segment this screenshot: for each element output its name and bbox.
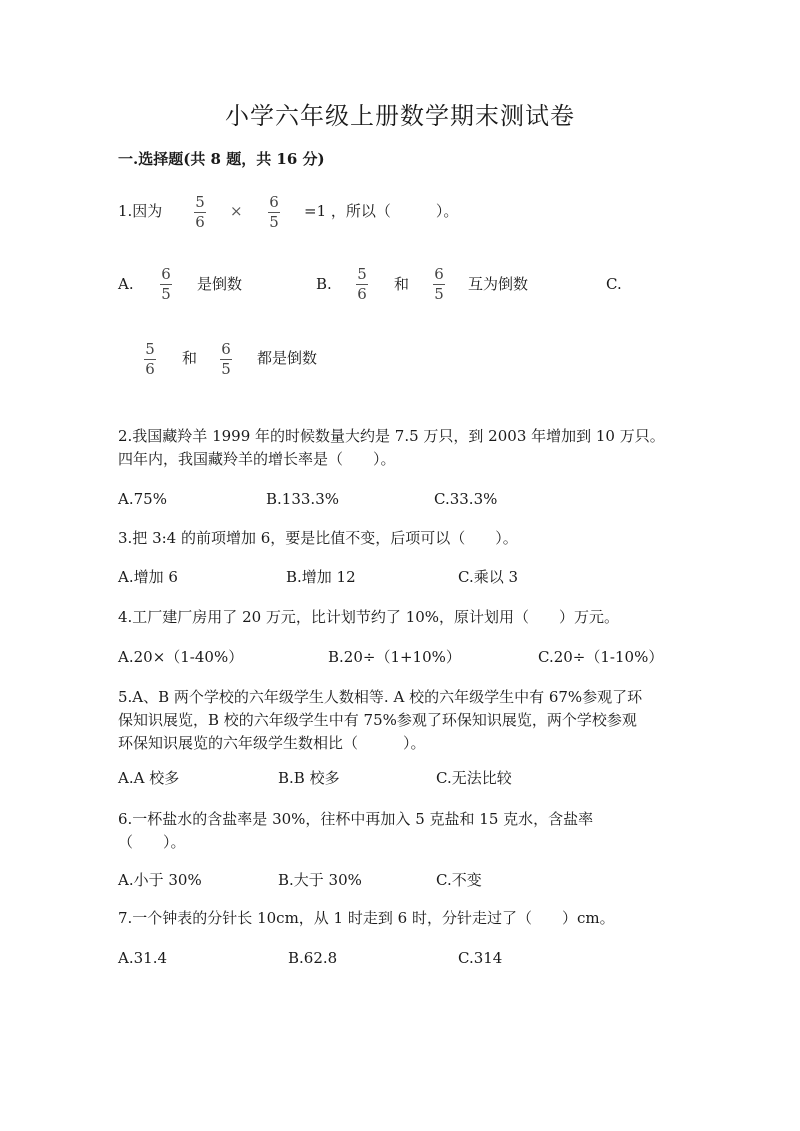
fraction-numerator: 6 bbox=[221, 340, 231, 358]
question-5-line-1: 5.A、B 两个学校的六年级学生人数相等. A 校的六年级学生中有 67%参观了环 bbox=[118, 688, 643, 706]
fraction-numerator: 6 bbox=[161, 265, 171, 283]
section-heading: 一.选择题(共 8 题，共 16 分) bbox=[118, 150, 325, 168]
times-sign: × bbox=[230, 202, 243, 220]
option-a-label: A. bbox=[118, 275, 134, 293]
fraction-denominator: 6 bbox=[195, 213, 205, 231]
question-2-line-2: 四年内，我国藏羚羊的增长率是（ ）。 bbox=[118, 450, 396, 468]
question-4-option-b: B.20÷（1+10%） bbox=[328, 648, 461, 666]
fraction-numerator: 6 bbox=[269, 193, 279, 211]
question-2-line-1: 2.我国藏羚羊 1999 年的时候数量大约是 7.5 万只，到 2003 年增加到 10 万只。 bbox=[118, 427, 665, 445]
question-5-line-3: 环保知识展览的六年级学生数相比（ ）。 bbox=[118, 734, 426, 752]
fraction-denominator: 5 bbox=[269, 213, 279, 231]
question-7-option-a: A.31.4 bbox=[118, 949, 167, 967]
question-7-option-b: B.62.8 bbox=[288, 949, 338, 967]
option-c-fraction-1 bbox=[144, 341, 156, 378]
question-1-prefix: 1.因为 bbox=[118, 202, 163, 220]
fraction-numerator: 5 bbox=[195, 193, 205, 211]
option-a-fraction bbox=[160, 266, 172, 303]
question-6-option-c: C.不变 bbox=[436, 871, 482, 889]
fraction-denominator: 5 bbox=[161, 285, 171, 303]
question-3-option-a: A.增加 6 bbox=[118, 568, 178, 586]
fraction-denominator: 5 bbox=[221, 360, 231, 378]
question-1-suffix: =1 ，所以（ ）。 bbox=[304, 202, 459, 220]
question-7-text: 7.一个钟表的分针长 10cm，从 1 时走到 6 时，分针走过了（ ）cm。 bbox=[118, 909, 615, 927]
question-6-option-b: B.大于 30% bbox=[278, 871, 362, 889]
option-b-conjunction: 和 bbox=[394, 275, 410, 293]
question-2-option-c: C.33.3% bbox=[434, 490, 498, 508]
fraction-5-6 bbox=[194, 194, 206, 231]
fraction-numerator: 6 bbox=[434, 265, 444, 283]
page-title: 小学六年级上册数学期末测试卷 bbox=[225, 102, 575, 130]
fraction-numerator: 5 bbox=[145, 340, 155, 358]
fraction-6-5 bbox=[268, 194, 280, 231]
option-c-conjunction: 和 bbox=[182, 349, 198, 367]
question-6-option-a: A.小于 30% bbox=[118, 871, 202, 889]
fraction-denominator: 5 bbox=[434, 285, 444, 303]
option-b-fraction-2 bbox=[433, 266, 445, 303]
question-2-option-a: A.75% bbox=[118, 490, 167, 508]
question-5-option-b: B.B 校多 bbox=[278, 769, 340, 787]
question-7-option-c: C.314 bbox=[458, 949, 503, 967]
question-3-text: 3.把 3:4 的前项增加 6，要是比值不变，后项可以（ ）。 bbox=[118, 529, 518, 547]
option-a-text: 是倒数 bbox=[197, 275, 243, 293]
question-4-option-c: C.20÷（1-10%） bbox=[538, 648, 664, 666]
question-6-line-1: 6.一杯盐水的含盐率是 30%，往杯中再加入 5 克盐和 15 克水，含盐率 bbox=[118, 810, 594, 828]
question-4-option-a: A.20×（1-40%） bbox=[118, 648, 244, 666]
question-4-text: 4.工厂建厂房用了 20 万元，比计划节约了 10%，原计划用（ ）万元。 bbox=[118, 608, 620, 626]
option-b-text: 互为倒数 bbox=[468, 275, 529, 293]
question-5-line-2: 保知识展览，B 校的六年级学生中有 75%参观了环保知识展览，两个学校参观 bbox=[118, 711, 637, 729]
option-c-text: 都是倒数 bbox=[257, 349, 318, 367]
question-5-option-a: A.A 校多 bbox=[118, 769, 180, 787]
question-3-option-b: B.增加 12 bbox=[286, 568, 356, 586]
option-c-label: C. bbox=[606, 275, 622, 293]
option-c-fraction-2 bbox=[220, 341, 232, 378]
question-3-option-c: C.乘以 3 bbox=[458, 568, 519, 586]
fraction-numerator: 5 bbox=[357, 265, 367, 283]
option-b-fraction-1 bbox=[356, 266, 368, 303]
option-b-label: B. bbox=[316, 275, 332, 293]
question-6-line-2: （ ）。 bbox=[118, 833, 186, 851]
fraction-denominator: 6 bbox=[145, 360, 155, 378]
question-2-option-b: B.133.3% bbox=[266, 490, 339, 508]
fraction-denominator: 6 bbox=[357, 285, 367, 303]
question-5-option-c: C.无法比较 bbox=[436, 769, 512, 787]
